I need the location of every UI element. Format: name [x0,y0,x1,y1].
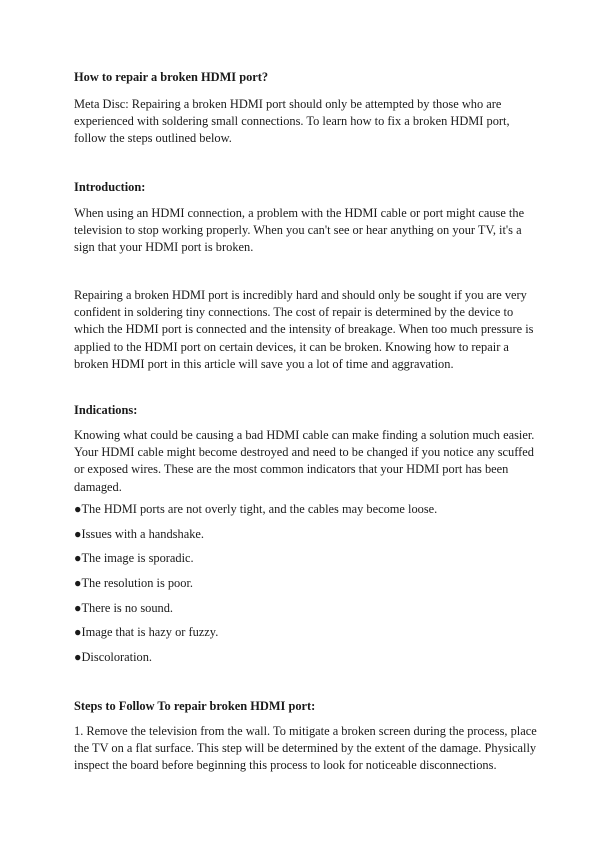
introduction-paragraph-2: Repairing a broken HDMI port is incredibly hard and should only be sought if you are very confident in soldering tiny connections. The cost of repair is determined by the device to which the HDMI port is connected and the intensity of breakage. When too much pressure is applied to the HDMI port on certain devices, it can be broken. Knowing how to repair a broken HDMI port in this article will save you a lot of time and aggravation. [74,288,534,371]
indication-item: ●Discoloration. [74,650,153,664]
indication-item: ●The HDMI ports are not overly tight, and the cables may become loose. [74,502,438,516]
indication-item: ●The image is sporadic. [74,551,194,565]
step-item: 1. Remove the television from the wall. To mitigate a broken screen during the process, place the TV on a flat surface. This step will be determined by the extent of the damage. Physically inspect the board before beginning this process to look for noticeable disconnections. [74,724,537,773]
introduction-paragraph-1: When using an HDMI connection, a problem with the HDMI cable or port might cause the television to stop working properly. When you can't see or hear anything on your TV, it's a sign that your HDMI port is broken. [74,206,525,255]
meta-description: Meta Disc: Repairing a broken HDMI port should only be attempted by those who are experienced with soldering small connections. To learn how to fix a broken HDMI port, follow the steps outlined below. [74,97,510,146]
indications-paragraph: Knowing what could be causing a bad HDMI cable can make finding a solution much easier. Your HDMI cable might become destroyed and need to be changed if you notice any scuffed or exposed wires. These are the most common indicators that your HDMI port has been damaged. [74,428,535,494]
steps-heading: Steps to Follow To repair broken HDMI port: [74,699,316,713]
document-title: How to repair a broken HDMI port? [74,70,269,84]
indication-item: ●The resolution is poor. [74,576,193,590]
indication-item: ●There is no sound. [74,601,174,615]
indication-item: ●Image that is hazy or fuzzy. [74,625,219,639]
introduction-heading: Introduction: [74,180,146,194]
indication-item: ●Issues with a handshake. [74,527,204,541]
indications-heading: Indications: [74,403,138,417]
